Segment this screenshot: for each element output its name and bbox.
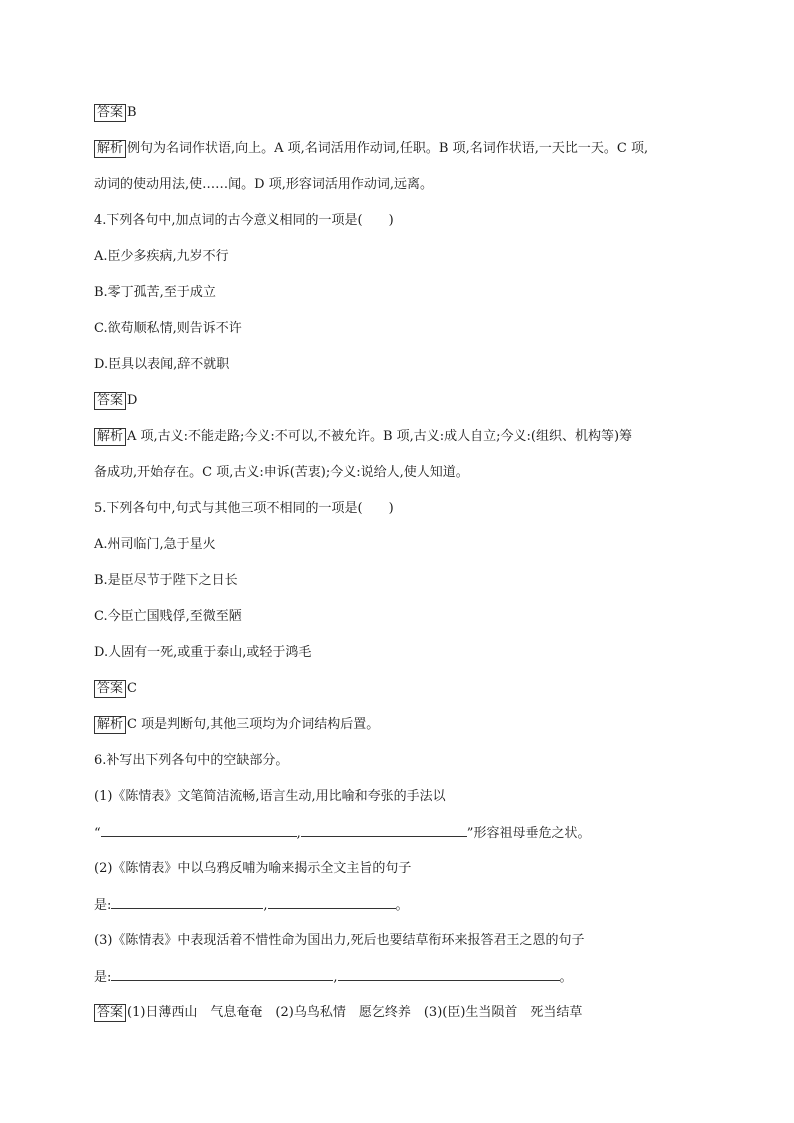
q4-analysis-text-2: 备成功,开始存在。C 项,古义:申诉(苦衷);今义:说给人,使人知道。 (94, 465, 469, 480)
q6-sub3-line-2 (94, 968, 573, 987)
q5-option-b (94, 572, 238, 590)
answer-tag: 答案 (94, 104, 126, 122)
q4-option-b-text: B.零丁孤苦,至于成立 (94, 285, 216, 300)
q6-answer-line (94, 1004, 582, 1022)
q6-sub1-text: (1)《陈情表》文笔简洁流畅,语言生动,用比喻和夸张的手法以 (94, 789, 446, 804)
answer-tag: 答案 (94, 392, 126, 410)
q6-sub1-comma: , (296, 826, 301, 841)
q6-sub2-comma: , (263, 898, 268, 913)
analysis-tag: 解析 (94, 716, 126, 734)
q5-analysis-line (94, 716, 379, 734)
q6-sub1-line-2 (94, 824, 590, 843)
q4-analysis-line-1 (94, 428, 632, 446)
q6-sub3-end: 。 (559, 970, 573, 985)
q5-analysis-text: C 项是判断句,其他三项均为介词结构后置。 (127, 717, 380, 732)
q5-option-d-text: D.人固有一死,或重于泰山,或轻于鸿毛 (94, 645, 312, 660)
q6-sub2-line-1 (94, 860, 411, 878)
answer-tag: 答案 (94, 680, 126, 698)
q6-sub3-text: (3)《陈情表》中表现活着不惜性命为国出力,死后也要结草衔环来报答君王之恩的句子 (94, 933, 585, 948)
q6-answer-value: (1)日薄西山 气息奄奄 (2)乌鸟私情 愿乞终养 (3)(臣)生当陨首 死当结草 (127, 1005, 583, 1020)
q4-option-c-text: C.欲苟顺私情,则告诉不许 (94, 321, 242, 336)
q4-answer-line (94, 392, 137, 410)
q4-stem-text: 4.下列各句中,加点词的古今意义相同的一项是( ) (94, 213, 394, 228)
q6-sub1-close-text: ”形容祖母垂危之状。 (466, 826, 591, 841)
analysis-tag: 解析 (94, 140, 126, 158)
q5-option-a (94, 536, 216, 554)
q4-answer-value: D (127, 393, 138, 408)
q6-sub3-prefix: 是: (94, 970, 112, 985)
q5-option-c-text: C.今臣亡国贱俘,至微至陋 (94, 609, 242, 624)
q6-sub2-line-2 (94, 896, 409, 915)
q5-option-c (94, 608, 242, 626)
answer-tag: 答案 (94, 1004, 126, 1022)
q4-option-d (94, 356, 229, 374)
q6-stem-text: 6.补写出下列各句中的空缺部分。 (94, 753, 289, 768)
q6-sub3-blank-1[interactable] (111, 968, 333, 981)
q6-stem (94, 752, 288, 770)
q6-sub2-blank-2[interactable] (268, 896, 396, 909)
q5-option-d (94, 644, 311, 662)
q6-sub2-text: (2)《陈情表》中以乌鸦反哺为喻来揭示全文主旨的句子 (94, 861, 412, 876)
q5-option-a-text: A.州司临门,急于星火 (94, 537, 216, 552)
q4-analysis-text-1: A 项,古义:不能走路;今义:不可以,不被允许。B 项,古义:成人自立;今义:(组织、机构等)筹 (127, 429, 633, 444)
q6-sub1-open-quote: “ (94, 826, 101, 841)
q4-option-a (94, 248, 229, 266)
analysis-tag: 解析 (94, 428, 126, 446)
q3-analysis-line-2 (94, 176, 433, 194)
q3-answer-line (94, 104, 137, 122)
q6-sub3-comma: , (333, 970, 338, 985)
q6-sub2-blank-1[interactable] (111, 896, 263, 909)
q6-sub2-end: 。 (395, 898, 409, 913)
q6-sub3-blank-2[interactable] (338, 968, 560, 981)
q3-analysis-text-2: 动词的使动用法,使……闻。D 项,形容词活用作动词,远离。 (94, 177, 433, 192)
q5-answer-line (94, 680, 137, 698)
q6-sub3-line-1 (94, 932, 585, 950)
q4-option-d-text: D.臣具以表闻,辞不就职 (94, 357, 230, 372)
q5-stem (94, 500, 394, 518)
q6-sub1-blank-2[interactable] (301, 824, 467, 837)
q5-option-b-text: B.是臣尽节于陛下之日长 (94, 573, 238, 588)
q4-option-c (94, 320, 242, 338)
q6-sub2-prefix: 是: (94, 898, 112, 913)
q3-analysis-line-1 (94, 140, 648, 158)
q6-sub1-line-1 (94, 788, 446, 806)
q6-sub1-blank-1[interactable] (101, 824, 297, 837)
q4-analysis-line-2 (94, 464, 469, 482)
q3-answer-value: B (127, 105, 137, 120)
q4-option-b (94, 284, 216, 302)
q4-option-a-text: A.臣少多疾病,九岁不行 (94, 249, 229, 264)
q5-stem-text: 5.下列各句中,句式与其他三项不相同的一项是( ) (94, 501, 394, 516)
q4-stem (94, 212, 394, 230)
q5-answer-value: C (127, 681, 137, 696)
q3-analysis-text-1: 例句为名词作状语,向上。A 项,名词活用作动词,任职。B 项,名词作状语,一天比一天。C 项, (127, 141, 649, 156)
